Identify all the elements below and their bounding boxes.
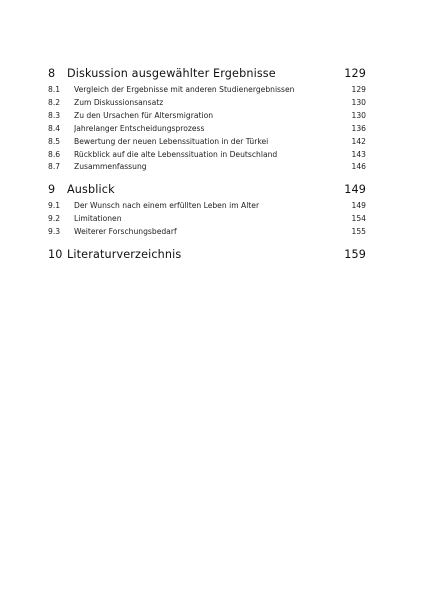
toc-entry — [48, 200, 366, 213]
toc-entry — [48, 110, 366, 123]
section-title: Der Wunsch nach einem erfüllten Leben im Alter — [74, 201, 260, 211]
chapter-number: 8 — [48, 67, 56, 80]
chapter-heading — [48, 247, 366, 263]
toc-entry — [48, 123, 366, 136]
toc-entry — [48, 136, 366, 149]
chapter-heading — [48, 66, 366, 82]
toc-entry — [48, 226, 366, 239]
table-of-contents — [48, 66, 366, 265]
toc-entry — [48, 161, 366, 174]
section-page-number: 130 — [351, 110, 366, 120]
chapter-page-number: 129 — [344, 67, 366, 80]
section-title: Weiterer Forschungsbedarf — [74, 227, 177, 237]
chapter-number: 9 — [48, 183, 56, 197]
section-number: 8.6 — [48, 149, 61, 159]
section-title: Jahrelanger Entscheidungsprozess — [74, 123, 205, 133]
chapter-title: Literaturverzeichnis — [67, 248, 182, 262]
toc-entry — [48, 97, 366, 110]
section-number: 8.2 — [48, 97, 61, 107]
chapter-heading — [48, 182, 366, 198]
section-page-number: 143 — [351, 149, 366, 159]
toc-chapter-8 — [48, 66, 366, 174]
chapter-title: Diskussion ausgewählter Ergebnisse — [67, 67, 276, 80]
toc-entry — [48, 149, 366, 162]
section-title: Vergleich der Ergebnisse mit anderen Studienergebnissen — [74, 85, 295, 94]
section-title: Bewertung der neuen Lebenssituation in der Türkei — [74, 136, 269, 146]
toc-chapter-9 — [48, 182, 366, 239]
section-list — [48, 200, 366, 239]
section-number: 9.2 — [48, 214, 61, 224]
section-number: 9.3 — [48, 227, 61, 237]
chapter-page-number: 159 — [344, 248, 366, 262]
section-page-number: 155 — [351, 227, 366, 237]
section-page-number: 146 — [351, 162, 366, 172]
section-number: 8.5 — [48, 136, 61, 146]
section-page-number: 149 — [351, 201, 366, 211]
section-page-number: 142 — [351, 136, 366, 146]
toc-entry — [48, 84, 366, 97]
section-title: Limitationen — [74, 214, 122, 224]
section-title: Zu den Ursachen für Altersmigration — [74, 110, 214, 120]
section-number: 8.1 — [48, 85, 61, 94]
section-number: 8.7 — [48, 162, 61, 172]
section-number: 9.1 — [48, 201, 61, 211]
toc-chapter-10 — [48, 247, 366, 263]
section-title: Zusammenfassung — [74, 162, 147, 172]
section-page-number: 130 — [351, 97, 366, 107]
section-number: 8.3 — [48, 110, 61, 120]
section-number: 8.4 — [48, 123, 61, 133]
section-title: Rückblick auf die alte Lebenssituation in Deutschland — [74, 149, 278, 159]
chapter-number: 10 — [48, 248, 63, 262]
toc-entry — [48, 213, 366, 226]
chapter-page-number: 149 — [344, 183, 366, 197]
section-page-number: 129 — [351, 85, 366, 94]
section-page-number: 154 — [351, 214, 366, 224]
section-title: Zum Diskussionsansatz — [74, 97, 164, 107]
section-page-number: 136 — [351, 123, 366, 133]
chapter-title: Ausblick — [67, 183, 115, 197]
section-list — [48, 84, 366, 174]
